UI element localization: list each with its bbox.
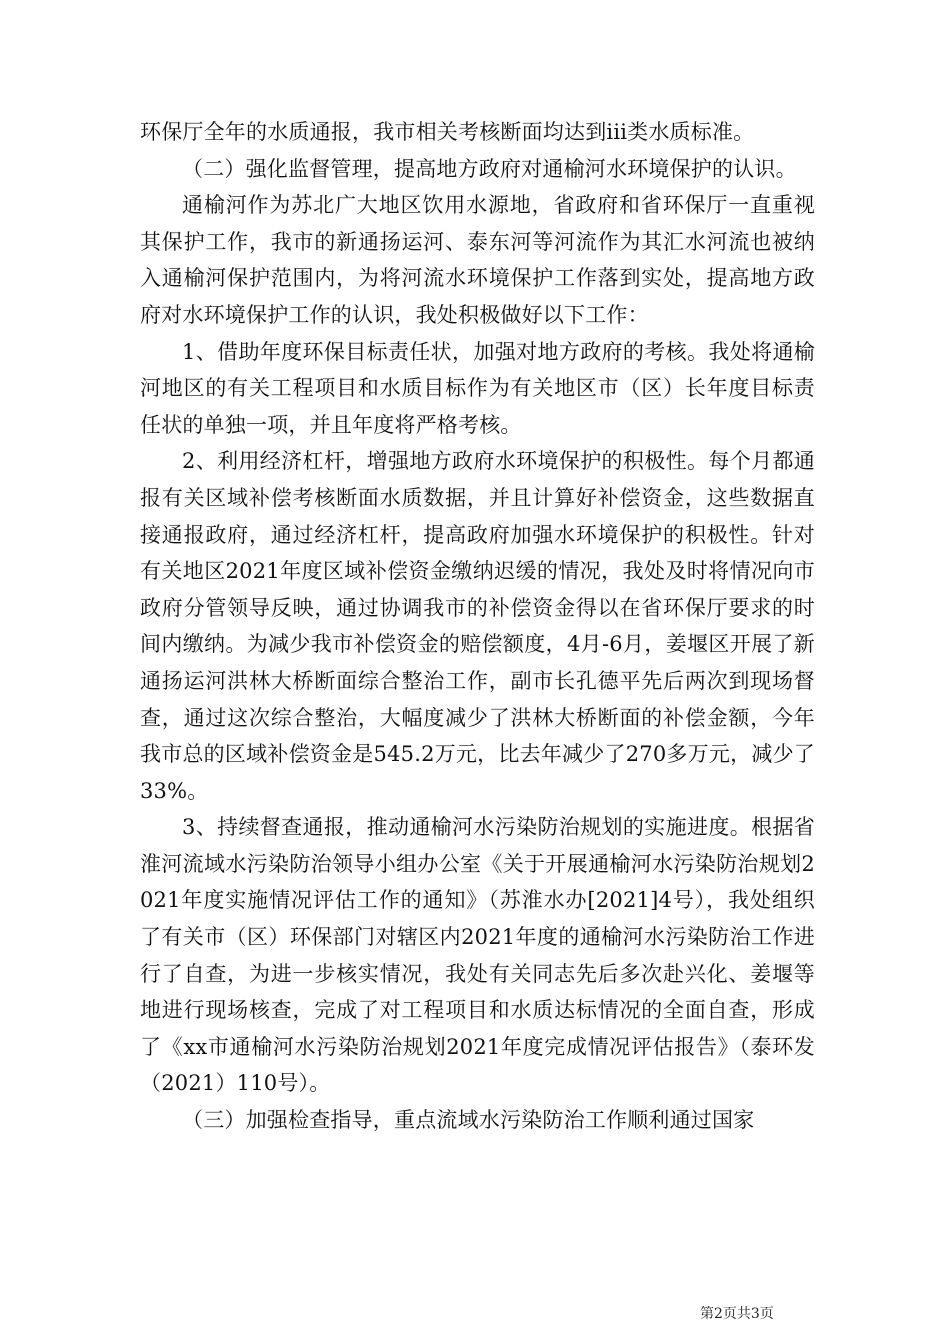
paragraph-continuation: 环保厅全年的水质通报，我市相关考核断面均达到iii类水质标准。	[140, 120, 755, 144]
paragraph-item-2: 2、利用经济杠杆，增强地方政府水环境保护的积极性。每个月都通报有关区域补偿考核断面水质数据，并且计算好补偿资金，这些数据直接通报政府，通过经济杠杆，提高政府加强水环境保护的积极性。针对有关地区2021年度区域补偿资金缴纳迟缓的情况，我处及时将情况向市政府分管领导反映，通过协调我市的补偿资金得以在省环保厅要求的时间内缴纳。为减少我市补偿资金的赔偿额度，4月-6月，姜堰区开展了新通扬运河洪林大桥断面综合整治工作，副市长孔德平先后两次到现场督查，通过这次综合整治，大幅度减少了洪林大桥断面的补偿金额，今年我市总的区域补偿资金是545.2万元，比去年减少了270多万元，减少了33%。	[140, 449, 815, 803]
document-body	[140, 114, 815, 1139]
section-heading-2: （二）强化监督管理，提高地方政府对通榆河水环境保护的认识。	[182, 156, 797, 181]
paragraph-intro: 通榆河作为苏北广大地区饮用水源地，省政府和省环保厅一直重视其保护工作，我市的新通扬运河、泰东河等河流作为其汇水河流也被纳入通榆河保护范围内，为将河流水环境保护工作落到实处，提高地方政府对水环境保护工作的认识，我处积极做好以下工作：	[140, 193, 815, 327]
section-heading-3: （三）加强检查指导，重点流域水污染防治工作顺利通过国家	[182, 1108, 755, 1133]
paragraph-item-3: 3、持续督查通报，推动通榆河水污染防治规划的实施进度。根据省淮河流域水污染防治领导小组办公室《关于开展通榆河水污染防治规划2021年度实施情况评估工作的通知》（苏淮水办[2021]4号），我处组织了有关市（区）环保部门对辖区内2021年度的通榆河水污染防治工作进行了自查，为进一步核实情况，我处有关同志先后多次赴兴化、姜堰等地进行现场核查，完成了对工程项目和水质达标情况的全面自查，形成了《xx市通榆河水污染防治规划2021年度完成情况评估报告》（泰环发（2021）110号）。	[140, 815, 815, 1096]
page-number-footer: 第2页共3页	[700, 1306, 774, 1322]
paragraph-item-1: 1、借助年度环保目标责任状，加强对地方政府的考核。我处将通榆河地区的有关工程项目和水质目标作为有关地区市（区）长年度目标责任状的单独一项，并且年度将严格考核。	[140, 339, 815, 437]
